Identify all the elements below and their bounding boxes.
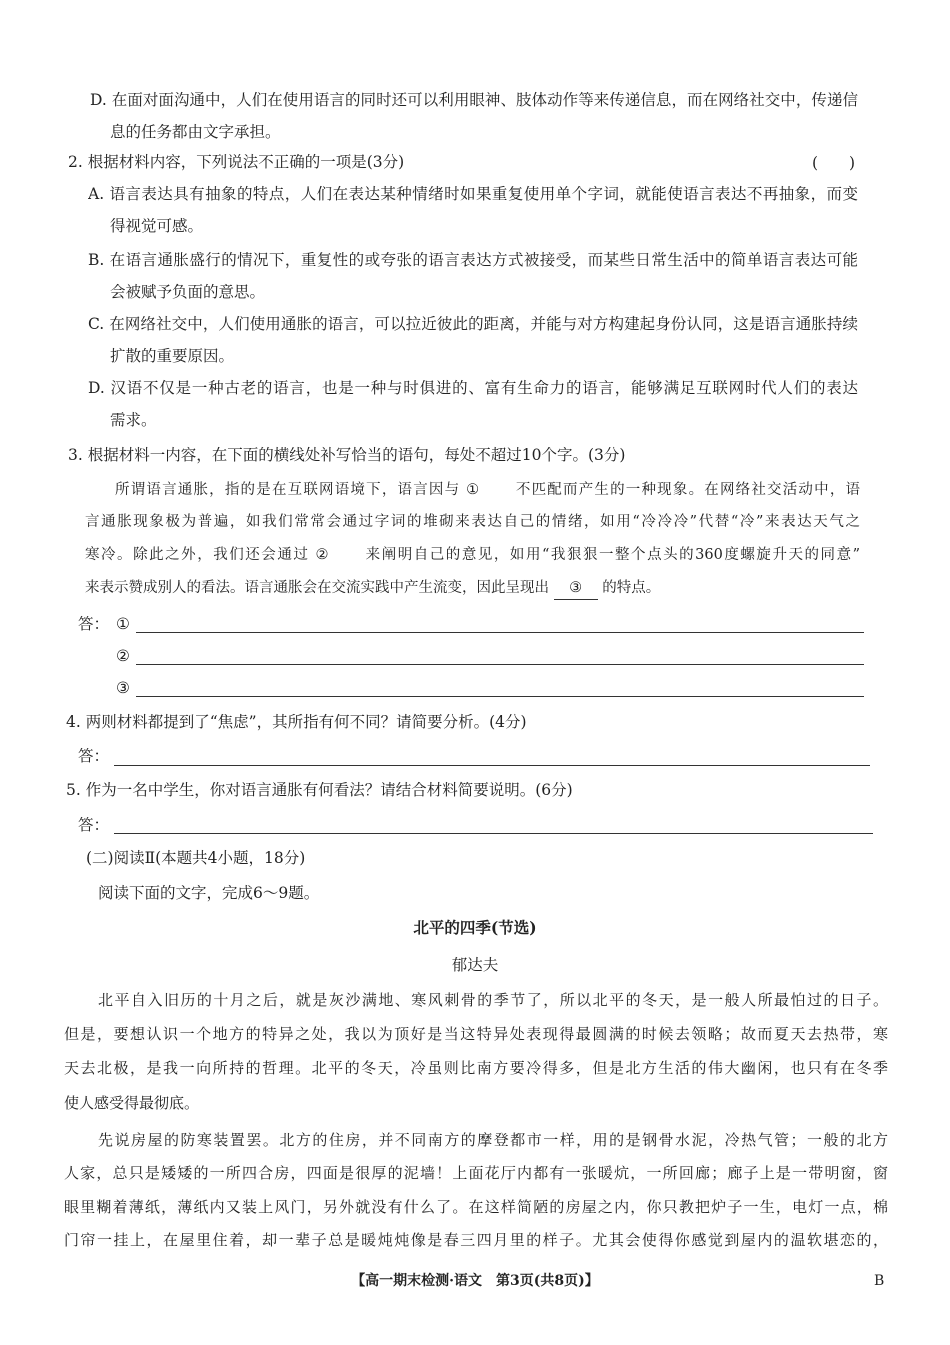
q3-answer-line-2[interactable]: [136, 664, 864, 665]
section-heading: (二)阅读Ⅱ(本题共4小题，18分): [86, 849, 306, 867]
q3-answer-line-1[interactable]: [136, 632, 864, 633]
q2-option-d-line1: D. 汉语不仅是一种古老的语言，也是一种与时俱进的、富有生命力的语言，能够满足互联网时代人们的表达: [88, 379, 858, 397]
article-line: 但是，要想认识一个地方的特异之处，我以为顶好是当这特异处表现得最圆满的时候去领略；故而夏天去热带，寒: [64, 1025, 888, 1043]
q3-mark-3: ③: [116, 679, 130, 697]
q4-answer-label: 答：: [78, 747, 110, 765]
q3-mark-1: ①: [116, 615, 130, 633]
q3-mark-2: ②: [116, 647, 130, 665]
q1-option-d-line2: 息的任务都由文字承担。: [110, 123, 281, 141]
q3-passage-line1: 所谓语言通胀，指的是在互联网语境下，语言因与 ① 不匹配而产生的一种现象。在网络社交活动中，语: [115, 479, 860, 501]
q3-passage-line2: 言通胀现象极为普遍，如我们常常会通过字词的堆砌来表达自己的情绪，如用“冷冷冷”代替“冷”来表达天气之: [85, 514, 860, 530]
q3-answer-line-3[interactable]: [136, 696, 864, 697]
q2-option-b-line2: 会被赋予负面的意思。: [110, 283, 266, 301]
article-line: 使人感受得最彻底。: [64, 1094, 200, 1112]
q3-stem: 3. 根据材料一内容，在下面的横线处补写恰当的语句，每处不超过10个字。(3分): [68, 446, 626, 464]
blank-2[interactable]: ②: [316, 544, 360, 566]
q5-answer-line[interactable]: [114, 833, 873, 834]
blank-1[interactable]: ①: [466, 479, 510, 501]
section-instruction: 阅读下面的文字，完成6～9题。: [98, 884, 320, 902]
page-footer: 【高一期末检测·语文 第3页(共8页)】: [351, 1273, 599, 1289]
q2-option-d-line2: 需求。: [110, 411, 157, 429]
article-line: 天去北极，是我一向所持的哲理。北平的冬天，冷虽则比南方要冷得多，但是北方生活的伟大幽闲，也只有在冬季: [64, 1059, 888, 1077]
article-line: 北平自入旧历的十月之后，就是灰沙满地、寒风刺骨的季节了，所以北平的冬天，是一般人所最怕过的日子。: [98, 991, 888, 1009]
q5-answer-label: 答：: [78, 816, 110, 834]
q2-answer-paren[interactable]: ( ): [812, 154, 856, 172]
q4-answer-line[interactable]: [114, 765, 870, 766]
article-line: 眼里糊着薄纸，薄纸内又装上风门，另外就没有什么了。在这样简陋的房屋之内，你只教把炉子一生，电灯一点，棉: [64, 1198, 888, 1216]
q2-option-c-line2: 扩散的重要原因。: [110, 347, 235, 365]
q2-option-c-line1: C. 在网络社交中，人们使用通胀的语言，可以拉近彼此的距离，并能与对方构建起身份认同，这是语言通胀持续: [88, 315, 858, 333]
q3-passage-line4: 来表示赞成别人的看法。语言通胀会在交流实践中产生流变，因此呈现出 ③ 的特点。: [85, 577, 660, 600]
article-line: 人家，总只是矮矮的一所四合房，四面是很厚的泥墙！上面花厅内都有一张暖炕，一所回廊；廊子上是一带明窗，窗: [64, 1164, 888, 1182]
q2-stem: 2. 根据材料内容，下列说法不正确的一项是(3分): [68, 153, 405, 171]
footer-mark: B: [874, 1273, 885, 1289]
article-author: 郁达夫: [451, 956, 499, 974]
q2-option-a-line1: A. 语言表达具有抽象的特点，人们在表达某种情绪时如果重复使用单个字词，就能使语言表达不再抽象，而变: [88, 185, 858, 203]
article-line: 先说房屋的防寒装置罢。北方的住房，并不同南方的摩登都市一样，用的是钢骨水泥，冷热气管；一般的北方: [98, 1131, 888, 1149]
q5-stem: 5. 作为一名中学生，你对语言通胀有何看法？请结合材料简要说明。(6分): [66, 781, 573, 799]
blank-3[interactable]: ③: [554, 577, 598, 600]
article-title: 北平的四季(节选): [413, 918, 537, 937]
q3-passage-line3: 寒冷。除此之外，我们还会通过 ② 来阐明自己的意见，如用“我狠狠一整个点头的360度螺旋升天的同意”: [85, 544, 860, 566]
q2-option-a-line2: 得视觉可感。: [110, 217, 204, 235]
article-line: 门帘一挂上，在屋里住着，却一辈子总是暖炖炖像是春三四月里的样子。尤其会使得你感觉到屋内的温软堪恋的，: [64, 1231, 888, 1249]
q2-option-b-line1: B. 在语言通胀盛行的情况下，重复性的或夸张的语言表达方式被接受，而某些日常生活中的简单语言表达可能: [88, 251, 858, 269]
q4-stem: 4. 两则材料都提到了“焦虑”，其所指有何不同？请简要分析。(4分): [66, 713, 527, 731]
q3-answer-label: 答：: [78, 615, 110, 633]
q1-option-d-line1: D. 在面对面沟通中，人们在使用语言的同时还可以利用眼神、肢体动作等来传递信息，而在网络社交中，传递信: [90, 91, 858, 109]
